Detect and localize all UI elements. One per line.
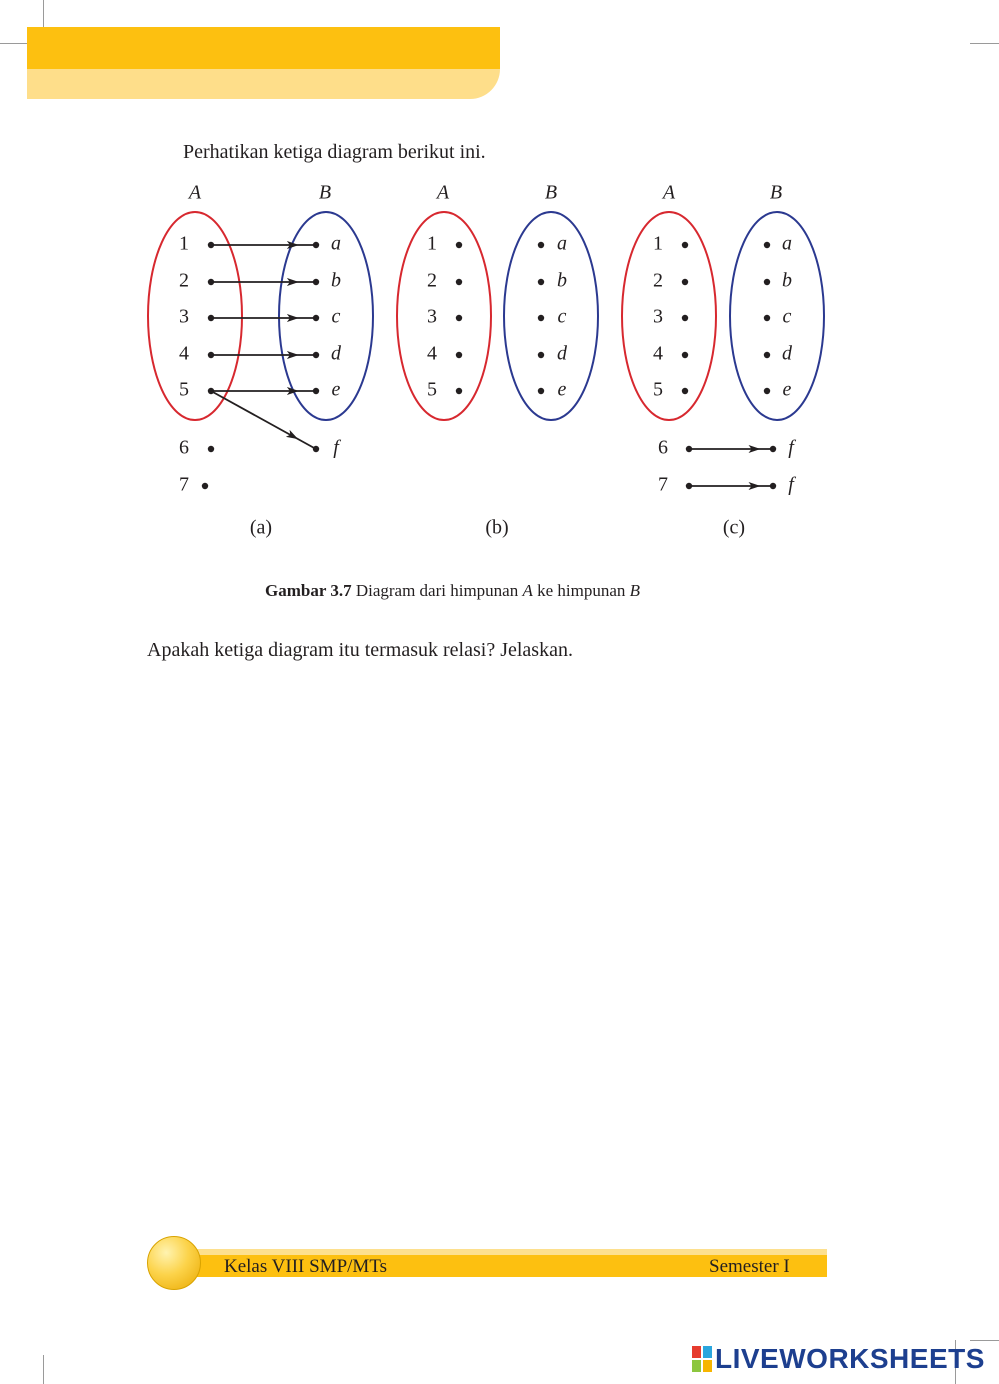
logo-square — [703, 1360, 712, 1372]
domain-element-label: 1 — [653, 232, 663, 255]
codomain-element-label: e — [557, 378, 567, 401]
domain-element-dot — [682, 315, 688, 321]
codomain-element-label: a — [557, 232, 567, 255]
codomain-element-label: b — [557, 269, 567, 292]
codomain-element-dot — [764, 279, 770, 285]
outside-domain-label: 7 — [179, 473, 189, 496]
caption-text-middle: ke himpunan — [532, 581, 630, 600]
watermark-text: LIVEWORKSHEETS — [715, 1343, 985, 1374]
domain-element-dot — [456, 388, 462, 394]
caption-label: Gambar 3.7 — [265, 581, 352, 600]
liveworksheets-watermark[interactable] — [692, 1343, 985, 1375]
footer-circle-ornament — [147, 1236, 201, 1290]
set-a-header: A — [188, 181, 202, 204]
figure-caption — [265, 581, 640, 601]
codomain-element-label: d — [782, 342, 792, 365]
codomain-element-label: a — [331, 232, 341, 255]
domain-element-label: 3 — [653, 305, 663, 328]
domain-element-label: 4 — [179, 342, 189, 365]
domain-element-label: 5 — [653, 378, 663, 401]
domain-element-label: 5 — [427, 378, 437, 401]
codomain-element-label: b — [331, 269, 341, 292]
domain-element-label: 4 — [653, 342, 663, 365]
codomain-element-dot — [538, 352, 544, 358]
logo-square — [692, 1346, 701, 1358]
outside-codomain-label: f — [333, 436, 339, 459]
outside-domain-label: 6 — [658, 436, 668, 459]
domain-element-label: 2 — [179, 269, 189, 292]
domain-element-dot — [682, 388, 688, 394]
footer-semester-label: Semester I — [709, 1256, 790, 1277]
outside-codomain-label: f — [788, 436, 794, 459]
set-a-header: A — [662, 181, 676, 204]
codomain-element-dot — [538, 279, 544, 285]
domain-element-dot — [456, 315, 462, 321]
codomain-element-label: d — [557, 342, 567, 365]
caption-text: Diagram dari himpunan — [351, 581, 523, 600]
caption-set-a: A — [522, 581, 533, 600]
codomain-element-dot — [764, 352, 770, 358]
domain-element-label: 2 — [653, 269, 663, 292]
domain-element-label: 3 — [179, 305, 189, 328]
outside-domain-dot — [202, 483, 208, 489]
codomain-element-label: c — [557, 305, 567, 328]
domain-element-label: 1 — [427, 232, 437, 255]
set-b-header: B — [544, 181, 558, 204]
codomain-element-label: e — [782, 378, 792, 401]
codomain-element-label: c — [782, 305, 792, 328]
crop-mark — [970, 1340, 999, 1341]
codomain-element-label: e — [331, 378, 341, 401]
domain-element-label: 4 — [427, 342, 437, 365]
domain-element-dot — [456, 242, 462, 248]
set-b-header: B — [318, 181, 332, 204]
panel-label: (b) — [485, 516, 509, 539]
panel-label: (c) — [722, 516, 746, 539]
footer-class-label: Kelas VIII SMP/MTs — [224, 1256, 387, 1277]
codomain-element-label: b — [782, 269, 792, 292]
domain-element-dot — [682, 352, 688, 358]
set-b-ellipse — [279, 212, 373, 420]
domain-element-label: 5 — [179, 378, 189, 401]
set-a-header: A — [436, 181, 450, 204]
outside-domain-label: 7 — [658, 473, 668, 496]
domain-element-dot — [682, 242, 688, 248]
panel-label: (a) — [249, 516, 273, 539]
domain-element-dot — [682, 279, 688, 285]
crop-mark — [43, 1355, 44, 1384]
domain-element-dot — [456, 279, 462, 285]
domain-element-dot — [456, 352, 462, 358]
set-b-ellipse — [730, 212, 824, 420]
set-a-ellipse — [622, 212, 716, 420]
footer-bar-highlight — [170, 1249, 827, 1255]
intro-text: Perhatikan ketiga diagram berikut ini. — [183, 141, 486, 163]
caption-set-b: B — [629, 581, 641, 600]
codomain-element-dot — [538, 388, 544, 394]
venn-diagram-figure — [0, 0, 999, 560]
set-a-ellipse — [397, 212, 491, 420]
set-b-ellipse — [504, 212, 598, 420]
outside-codomain-label: f — [788, 473, 794, 496]
codomain-element-dot — [538, 315, 544, 321]
codomain-element-dot — [538, 242, 544, 248]
codomain-element-dot — [764, 388, 770, 394]
codomain-element-label: d — [331, 342, 341, 365]
codomain-element-dot — [764, 242, 770, 248]
domain-element-label: 2 — [427, 269, 437, 292]
domain-element-label: 3 — [427, 305, 437, 328]
codomain-element-label: a — [782, 232, 792, 255]
logo-square — [703, 1346, 712, 1358]
logo-square — [692, 1360, 701, 1372]
liveworksheets-logo-icon — [692, 1346, 712, 1372]
relation-arrow-tail — [293, 436, 316, 449]
question-text: Apakah ketiga diagram itu termasuk relasi? Jelaskan. — [147, 639, 573, 661]
outside-domain-dot — [208, 446, 214, 452]
outside-domain-label: 6 — [179, 436, 189, 459]
set-a-ellipse — [148, 212, 242, 420]
codomain-element-dot — [764, 315, 770, 321]
domain-element-label: 1 — [179, 232, 189, 255]
set-b-header: B — [769, 181, 783, 204]
relation-arrow — [211, 391, 293, 436]
codomain-element-label: c — [331, 305, 341, 328]
